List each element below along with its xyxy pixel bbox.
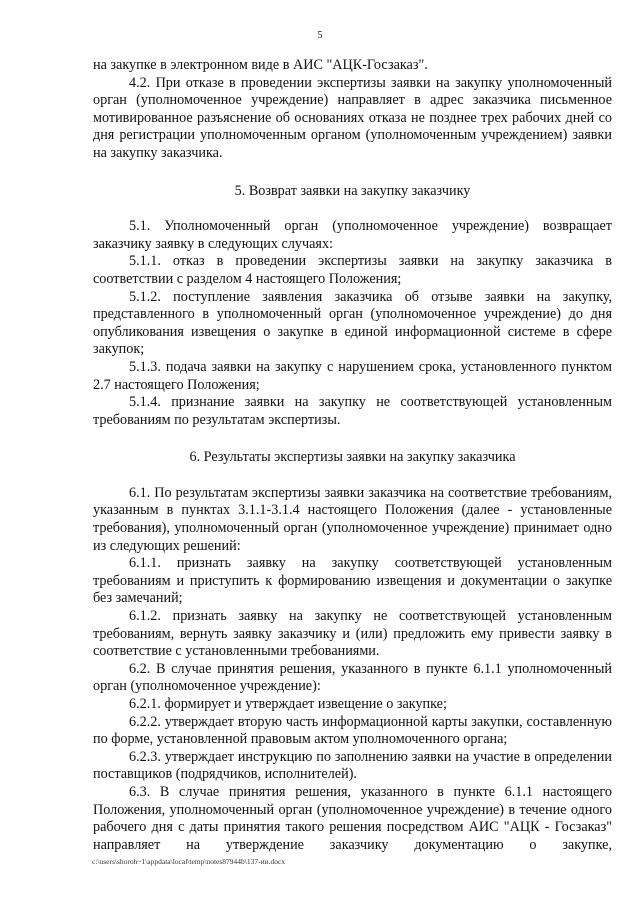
page-number: 5 xyxy=(317,30,323,41)
paragraph: 6.1. По результатам экспертизы заявки заказчика на соответствие требованиям, указанным в пунктах 3.1.1-3.1.4 настоящего Положения (далее - установленные требования), уполномоченный орган (уполномоченное учреждение) принимает одно из следующих решений: xyxy=(93,484,612,554)
paragraph: на закупке в электронном виде в АИС "АЦК-Госзаказ". xyxy=(93,57,428,73)
paragraph: 6.1.1. признать заявку на закупку соответствующей установленным требованиям и приступить к формированию извещения и документации о закупке без замечаний; xyxy=(93,555,612,607)
paragraph: 6.2.1. формирует и утверждает извещение о закупке; xyxy=(129,696,447,712)
section-heading: 6. Результаты экспертизы заявки на закупку заказчика xyxy=(189,449,516,466)
paragraph: 6.1.2. признать заявку на закупку не соответствующей установленным требованиям, вернуть заявку заказчику и (или) предложить ему привести заявку в соответствие с установленными требованиями. xyxy=(93,608,612,660)
file-path-footer: c:\users\shoroh~1\appdata\local\temp\notes87944b\137-ии.docx xyxy=(92,857,286,866)
section-heading: 5. Возврат заявки на закупку заказчику xyxy=(234,182,471,199)
paragraph: 5.1.2. поступление заявления заказчика об отзыве заявки на закупку, представленного в уполномоченный орган (уполномоченное учреждение) до дня опубликования извещения о закупке в единой информационной системе в сфере закупок; xyxy=(93,288,612,358)
document-body xyxy=(93,57,612,854)
paragraph: 5.1.4. признание заявки на закупку не соответствующей установленным требованиям по результатам экспертизы. xyxy=(93,394,612,428)
paragraph: 6.2.3. утверждает инструкцию по заполнению заявки на участие в определении поставщиков (подрядчиков, исполнителей). xyxy=(93,748,612,783)
paragraph: 4.2. При отказе в проведении экспертизы заявки на закупку уполномоченный орган (уполномоченное учреждение) направляет в адрес заказчика письменное мотивированное разъяснение об основаниях отказа не позднее трех рабочих дней со дня регистрации уполномоченным органом (уполномоченным учреждением) заявки на закупку заказчика. xyxy=(93,74,612,161)
paragraph: 6.2. В случае принятия решения, указанного в пункте 6.1.1 уполномоченный орган (уполномоченное учреждение): xyxy=(93,660,612,695)
paragraph: 6.2.2. утверждает вторую часть информационной карты закупки, составленную по форме, установленной правовым актом уполномоченного органа; xyxy=(93,713,612,748)
paragraph: 5.1.3. подача заявки на закупку с нарушением срока, установленного пунктом 2.7 настоящего Положения; xyxy=(93,358,612,393)
paragraph: 5.1. Уполномоченный орган (уполномоченное учреждение) возвращает заказчику заявку в следующих случаях: xyxy=(93,218,612,252)
paragraph: 6.3. В случае принятия решения, указанного в пункте 6.1.1 настоящего Положения, уполномоченный орган (уполномоченное учреждение) в течение одного рабочего дня с даты принятия такого решения посредством АИС "АЦК - Госзаказ" направляет на утверждение заказчику документацию о закупке, xyxy=(93,783,612,853)
paragraph: 5.1.1. отказ в проведении экспертизы заявки на закупку заказчика в соответствии с разделом 4 настоящего Положения; xyxy=(93,253,612,287)
